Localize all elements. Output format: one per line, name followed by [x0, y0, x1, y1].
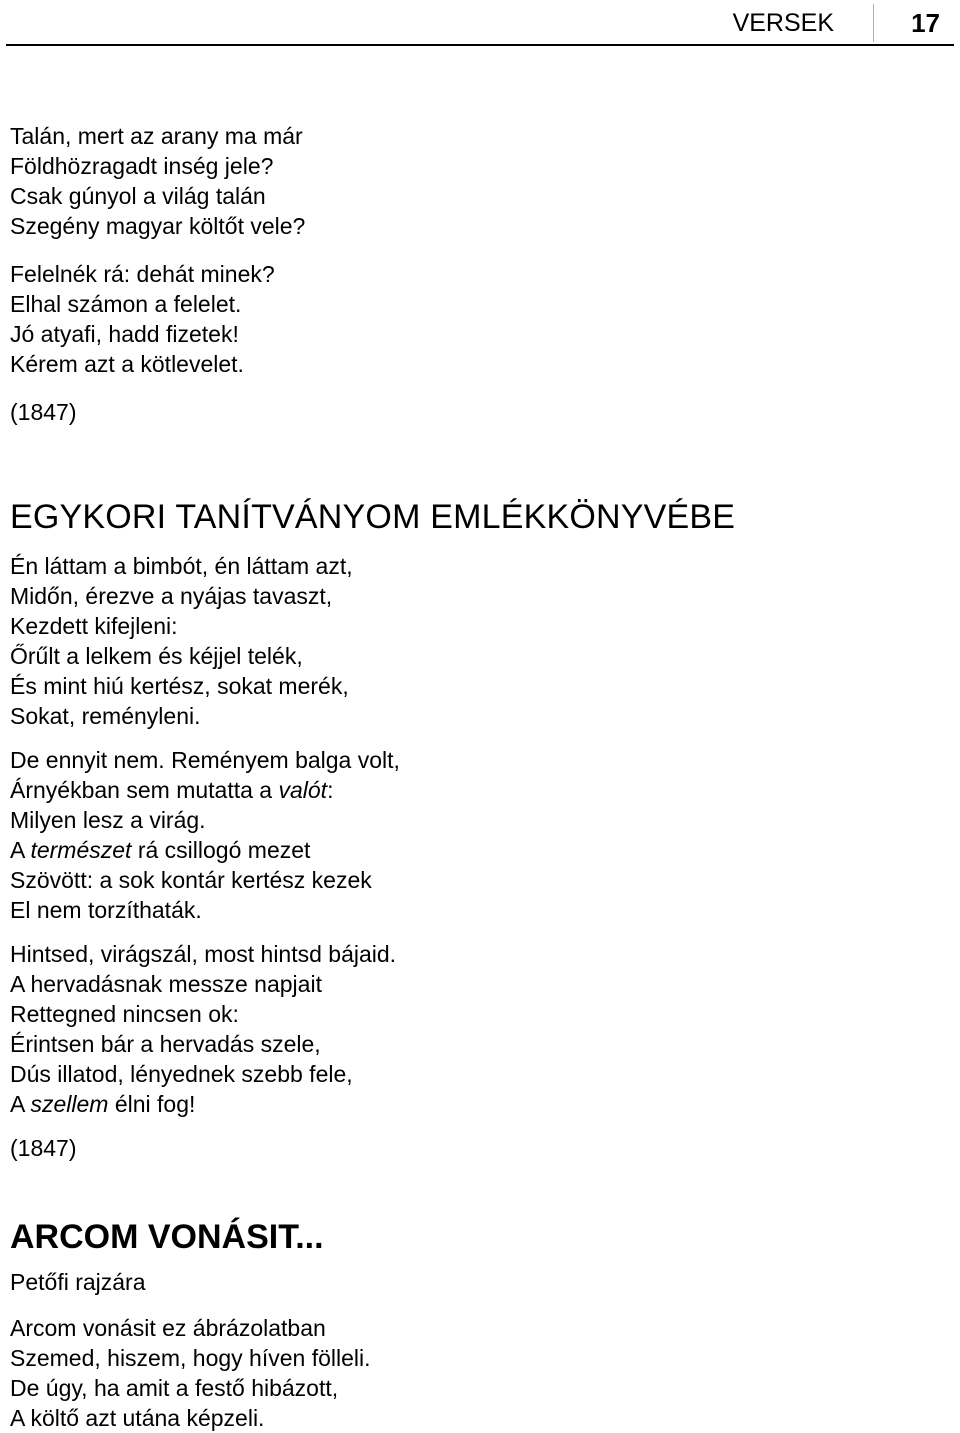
- poem-line: Szegény magyar költőt vele?: [10, 213, 306, 239]
- poem2-year: (1847): [10, 1135, 77, 1161]
- poem-line: De úgy, ha amit a festő hibázott,: [10, 1375, 339, 1401]
- section-title: VERSEK: [732, 9, 834, 37]
- poem-line: Szemed, hiszem, hogy híven fölleli.: [10, 1345, 371, 1371]
- poem2-stanza2: [10, 745, 950, 925]
- poem-line: Rettegned nincsen ok:: [10, 1001, 239, 1027]
- poem1-year: (1847): [10, 399, 77, 425]
- poem-line: El nem torzíthaták.: [10, 897, 202, 923]
- poem-line: De ennyit nem. Reményem balga volt,: [10, 747, 400, 773]
- emphasis: természet: [30, 837, 132, 863]
- poem1-stanza1: [10, 121, 950, 241]
- poem-line: A szellem élni fog!: [10, 1091, 196, 1117]
- poem-line: A természet rá csillogó mezet: [10, 837, 311, 863]
- poem-line: Talán, mert az arany ma már: [10, 123, 303, 149]
- poem-line: Én láttam a bimbót, én láttam azt,: [10, 553, 353, 579]
- poem2-stanza1: [10, 551, 950, 731]
- poem-line: Földhözragadt inség jele?: [10, 153, 274, 179]
- emphasis: valót: [278, 777, 328, 803]
- poem-line: A hervadásnak messze napjait: [10, 971, 322, 997]
- page-content: [10, 121, 950, 1433]
- poem1-stanza2: [10, 259, 950, 379]
- poem-line: Hintsed, virágszál, most hintsd bájaid.: [10, 941, 397, 967]
- page-header: [6, 0, 954, 46]
- poem-line: Szövött: a sok kontár kertész kezek: [10, 867, 372, 893]
- poem-line: Arcom vonásit ez ábrázolatban: [10, 1315, 326, 1341]
- poem2-stanza3: [10, 939, 950, 1119]
- poem-line: Dús illatod, lényednek szebb fele,: [10, 1061, 353, 1087]
- poem-line: Kérem azt a kötlevelet.: [10, 351, 244, 377]
- poem-line: A költő azt utána képzeli.: [10, 1405, 265, 1431]
- poem-line: Jó atyafi, hadd fizetek!: [10, 321, 239, 347]
- poem-line: Csak gúnyol a világ talán: [10, 183, 266, 209]
- poem-line: Őrűlt a lelkem és kéjjel telék,: [10, 643, 303, 669]
- poem-line: És mint hiú kertész, sokat merék,: [10, 673, 349, 699]
- poem-line: Midőn, érezve a nyájas tavaszt,: [10, 583, 333, 609]
- poem-line: Elhal számon a felelet.: [10, 291, 242, 317]
- poem-line: Kezdett kifejleni:: [10, 613, 178, 639]
- poem-line: Felelnék rá: dehát minek?: [10, 261, 275, 287]
- poem-line: Sokat, reményleni.: [10, 703, 201, 729]
- page-number: 17: [911, 8, 940, 38]
- poem-line: Érintsen bár a hervadás szele,: [10, 1031, 321, 1057]
- emphasis: szellem: [30, 1091, 109, 1117]
- poem-line: Árnyékban sem mutatta a valót:: [10, 777, 334, 803]
- poem3-stanza1: [10, 1313, 950, 1433]
- poem3-title: ARCOM VONÁSIT...: [10, 1218, 324, 1256]
- poem3-subtitle: Petőfi rajzára: [10, 1269, 146, 1295]
- poem2-title: EGYKORI TANÍTVÁNYOM EMLÉKKÖNYVÉBE: [10, 498, 736, 536]
- header-divider: [873, 4, 874, 42]
- poem-line: Milyen lesz a virág.: [10, 807, 206, 833]
